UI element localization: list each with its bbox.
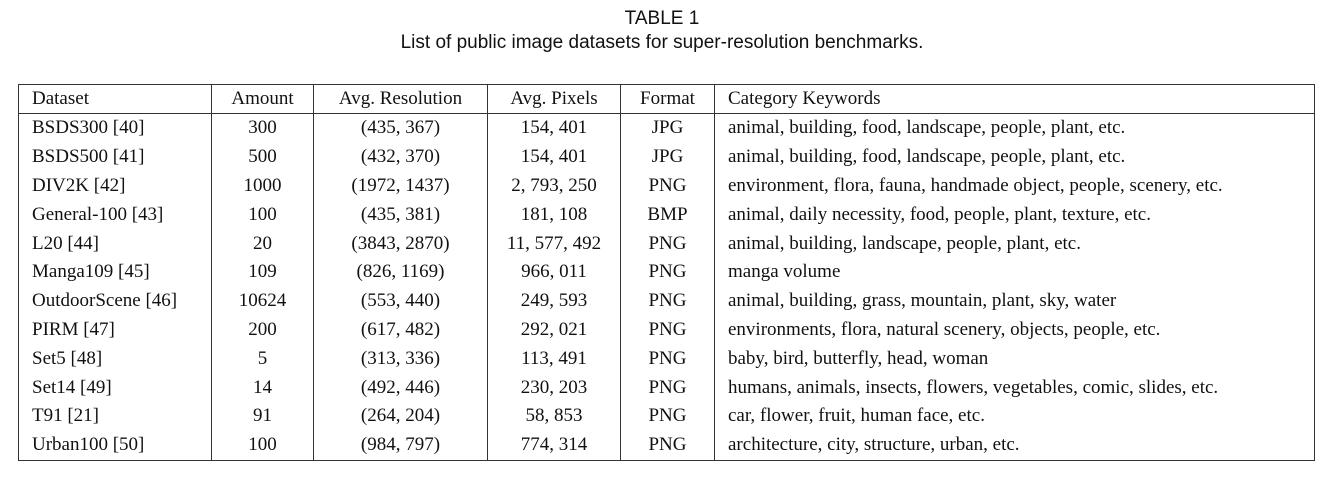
cell-amount: 500 [212,143,314,172]
cell-dataset: OutdoorScene [46] [19,287,212,316]
cell-avg-pixels: 58, 853 [488,402,621,431]
cell-amount: 300 [212,114,314,143]
header-dataset: Dataset [19,85,212,114]
cell-category-keywords: humans, animals, insects, flowers, vegetables, comic, slides, etc. [728,376,1219,398]
cell-avg-pixels: 774, 314 [488,431,621,460]
header-format: Format [621,85,715,114]
cell-category-keywords: animal, building, grass, mountain, plant, sky, water [728,290,1117,312]
cell-category-keywords: environment, flora, fauna, handmade object, people, scenery, etc. [728,174,1223,196]
cell-category-keywords: animal, building, food, landscape, people, plant, etc. [728,146,1126,168]
cell-avg-resolution: (553, 440) [314,287,488,316]
cell-amount: 10624 [212,287,314,316]
table-row [19,402,1315,431]
table-row [19,114,1315,143]
cell-avg-pixels: 11, 577, 492 [488,229,621,258]
table-row [19,373,1315,402]
cell-avg-resolution: (984, 797) [314,431,488,460]
cell-avg-resolution: (1972, 1437) [314,172,488,201]
cell-amount: 100 [212,431,314,460]
table-body [19,114,1315,461]
header-amount: Amount [212,85,314,114]
cell-category-keywords: manga volume [728,261,841,283]
cell-amount: 100 [212,200,314,229]
cell-avg-resolution: (617, 482) [314,316,488,345]
cell-dataset: BSDS300 [40] [19,114,212,143]
table-label: TABLE 1 [624,8,700,29]
cell-dataset: T91 [21] [19,402,212,431]
cell-avg-resolution: (432, 370) [314,143,488,172]
cell-amount: 109 [212,258,314,287]
cell-dataset: Urban100 [50] [19,431,212,460]
table-row [19,316,1315,345]
cell-dataset: DIV2K [42] [19,172,212,201]
cell-format: PNG [621,316,715,345]
cell-category-keywords: baby, bird, butterfly, head, woman [728,347,989,369]
table-row [19,431,1315,460]
cell-format: JPG [621,143,715,172]
table-row [19,172,1315,201]
table-row [19,258,1315,287]
cell-avg-resolution: (826, 1169) [314,258,488,287]
table-row [19,344,1315,373]
cell-amount: 1000 [212,172,314,201]
cell-dataset: Manga109 [45] [19,258,212,287]
header-avg-resolution: Avg. Resolution [314,85,488,114]
table-row [19,200,1315,229]
header-avg-pixels: Avg. Pixels [488,85,621,114]
table-row [19,143,1315,172]
cell-avg-resolution: (264, 204) [314,402,488,431]
cell-amount: 20 [212,229,314,258]
cell-avg-pixels: 230, 203 [488,373,621,402]
cell-avg-pixels: 154, 401 [488,143,621,172]
cell-avg-resolution: (492, 446) [314,373,488,402]
cell-format: JPG [621,114,715,143]
cell-avg-pixels: 181, 108 [488,200,621,229]
cell-avg-resolution: (3843, 2870) [314,229,488,258]
header-category-keywords: Category Keywords [728,88,881,109]
table-header [19,85,1315,114]
cell-category-keywords: animal, daily necessity, food, people, plant, texture, etc. [728,203,1151,225]
cell-avg-pixels: 113, 491 [488,344,621,373]
cell-avg-pixels: 966, 011 [488,258,621,287]
cell-format: PNG [621,229,715,258]
cell-dataset: Set5 [48] [19,344,212,373]
cell-category-keywords: environments, flora, natural scenery, objects, people, etc. [728,318,1161,340]
cell-format: PNG [621,172,715,201]
cell-dataset: PIRM [47] [19,316,212,345]
cell-category-keywords: animal, building, food, landscape, people, plant, etc. [728,117,1126,139]
cell-avg-pixels: 154, 401 [488,114,621,143]
cell-format: PNG [621,402,715,431]
cell-amount: 91 [212,402,314,431]
table-caption: List of public image datasets for super-resolution benchmarks. [400,32,924,53]
table-row [19,229,1315,258]
table-row [19,287,1315,316]
cell-category-keywords: animal, building, landscape, people, plant, etc. [728,232,1081,254]
cell-format: PNG [621,344,715,373]
cell-dataset: BSDS500 [41] [19,143,212,172]
cell-amount: 200 [212,316,314,345]
cell-avg-pixels: 249, 593 [488,287,621,316]
cell-dataset: Set14 [49] [19,373,212,402]
cell-format: BMP [621,200,715,229]
cell-avg-resolution: (435, 381) [314,200,488,229]
cell-format: PNG [621,287,715,316]
cell-format: PNG [621,373,715,402]
cell-avg-resolution: (313, 336) [314,344,488,373]
cell-category-keywords: architecture, city, structure, urban, etc. [728,434,1020,456]
header-row [19,85,1315,114]
cell-avg-pixels: 2, 793, 250 [488,172,621,201]
cell-amount: 5 [212,344,314,373]
cell-dataset: L20 [44] [19,229,212,258]
cell-category-keywords: car, flower, fruit, human face, etc. [728,405,985,427]
cell-format: PNG [621,258,715,287]
cell-avg-pixels: 292, 021 [488,316,621,345]
cell-amount: 14 [212,373,314,402]
cell-format: PNG [621,431,715,460]
datasets-table [18,84,1315,461]
cell-avg-resolution: (435, 367) [314,114,488,143]
cell-dataset: General-100 [43] [19,200,212,229]
